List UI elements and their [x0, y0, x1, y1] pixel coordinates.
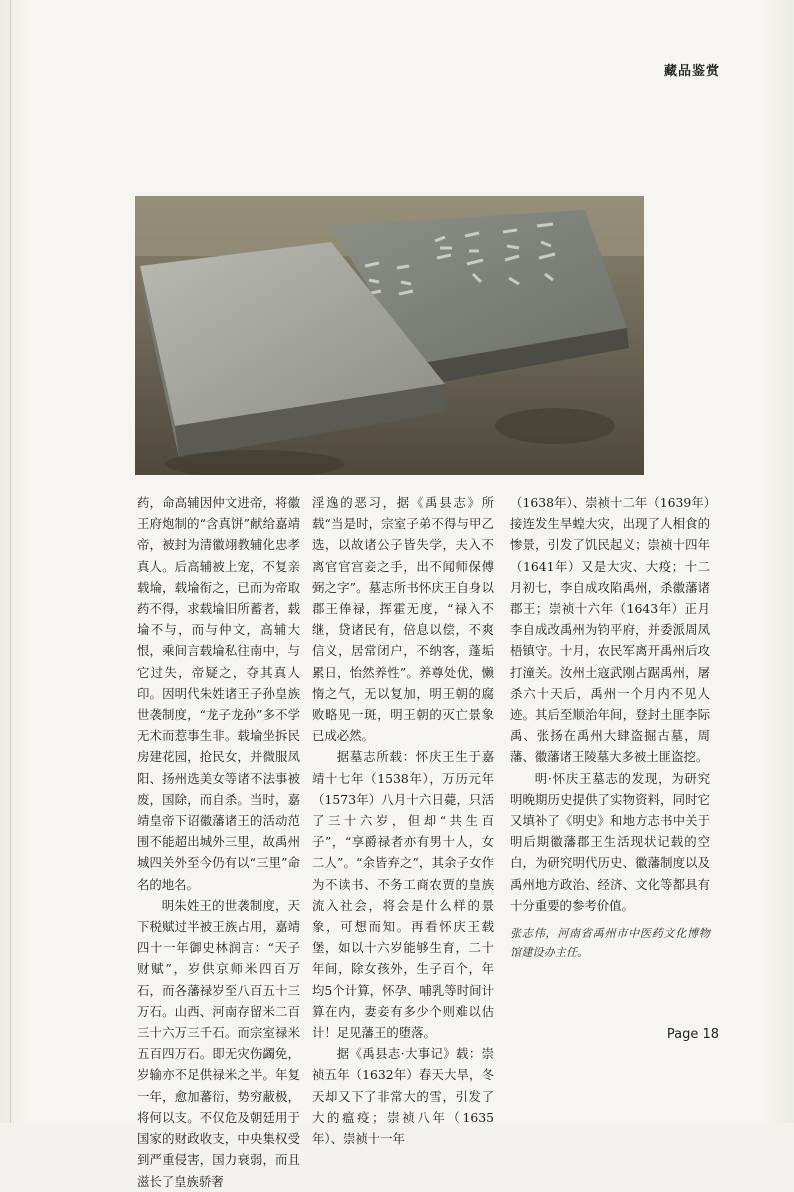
stone-tablets-photo — [135, 196, 644, 475]
section-title: 藏品鉴赏 — [663, 64, 720, 79]
paragraph: 药，命高辅因仲文进帝，将徽王府炮制的“含真饼”献给嘉靖帝，被封为清徽翊教辅化忠孝真人。后高辅被上宠，不复亲载埨，载埨衔之，已而为帝取药不得，求载埨旧所蓄者，载埨不与，而与仲文，高辅大恨，乘间言载埨私往南中，与它过失，帝疑之，夺其真人印。因明代朱姓诸王子孙皇族世袭制度，“龙子龙孙”多不学无术而惹事生非。载埨坐拆民房建花园，抢民女，并微服凤阳、扬州选美女等诸不法事被废，国除，而自杀。当时，嘉靖皇帝下诏徽藩诸王的活动范围不能超出城外三里，故禹州城四关外至今仍有以“三里”命名的地名。 — [137, 495, 300, 892]
text-column-2 — [312, 492, 494, 1149]
photo-illustration — [135, 196, 644, 475]
text-column-3 — [510, 492, 710, 962]
text-column-1 — [137, 492, 300, 1192]
binding-edge — [10, 0, 11, 1123]
page-number: Page 18 — [666, 1027, 719, 1042]
paragraph: 据《禹县志·大事记》载：崇祯五年（1632年）春天大旱，冬天却又下了非常大的雪，引发了大的瘟疫；崇祯八年（1635年）、崇祯十一年 — [312, 1046, 494, 1147]
paragraph: 明·怀庆王墓志的发现，为研究明晚期历史提供了实物资料，同时它又填补了《明史》和地方志书中关于明后期徽藩郡王生活现状记载的空白，为研究明代历史、徽藩制度以及禹州地方政治、经济、文化等都具有十分重要的参考价值。 — [510, 770, 710, 913]
author-note: 张志伟，河南省禹州市中医药文化博物馆建设办主任。 — [510, 927, 710, 960]
paragraph: （1638年）、崇祯十二年（1639年）接连发生旱蝗大灾，出现了人相食的惨景，引发了饥民起义；崇祯十四年（1641年）又是大灾、大疫；十二月初七，李自成攻陷禹州，杀徽藩诸郡王；崇祯十六年（1643年）正月李自成改禹州为钧平府，并委派周凤梧镇守。十月，农民军离开禹州后攻打潼关。汝州土寇武刚占踞禹州，屠杀六十天后，禹州一个月内不见人迹。其后至顺治年间，登封土匪李际禹、张扬在禹州大肆盗掘古墓，周藩、徽藩诸王陵墓大多被土匪盗挖。 — [510, 495, 710, 765]
paragraph: 据墓志所载：怀庆王生于嘉靖十七年（1538年），万历元年（1573年）八月十六日薨，只活了三十六岁，但却“共生百子”，“享爵禄者亦有男十人，女二人”。“余皆弃之”，其余子女作为不读书、不务工商农贾的皇族流入社会，将会是什么样的景象，可想而知。再看怀庆王载堡，如以十六岁能够生育，二十年间，除女孩外，生子百个，年均5个计算，怀孕、哺乳等时间计算在内，妻妾有多少个则难以估计！足见藩王的堕落。 — [312, 749, 494, 1041]
paragraph: 明朱姓王的世袭制度，天下税赋过半被王族占用，嘉靖四十一年御史林润言：“天子财赋”，岁供京师米四百万石，而各藩禄岁至八百五十三万石。山西、河南存留米二百三十六万三千石。而宗室禄米五百四万石。即无灾伤蠲免，岁输亦不足供禄米之半。年复一年，愈加蕃衍，势穷蔽极，将何以支。不仅危及朝廷用于国家的财政收支，中央集权受到严重侵害，国力衰弱，而且滋长了皇族骄奢 — [137, 897, 300, 1189]
paragraph: 淫逸的恶习，据《禹县志》所载“当是时，宗室子弟不得与甲乙选，以故诸公子皆失学，夫入不离官官宫妾之手，出不闻师保傅弼之字”。墓志所书怀庆王自身以郡王俸禄，挥霍无度，“禄入不继，贷诸民有，倍息以偿，不爽信义，居常闭户，不纳客，蓬垢累日，怡然养性”。养尊处优，懒惰之气，无以复加，明王朝的腐败略见一斑，明王朝的灭亡景象已成必然。 — [312, 495, 494, 744]
